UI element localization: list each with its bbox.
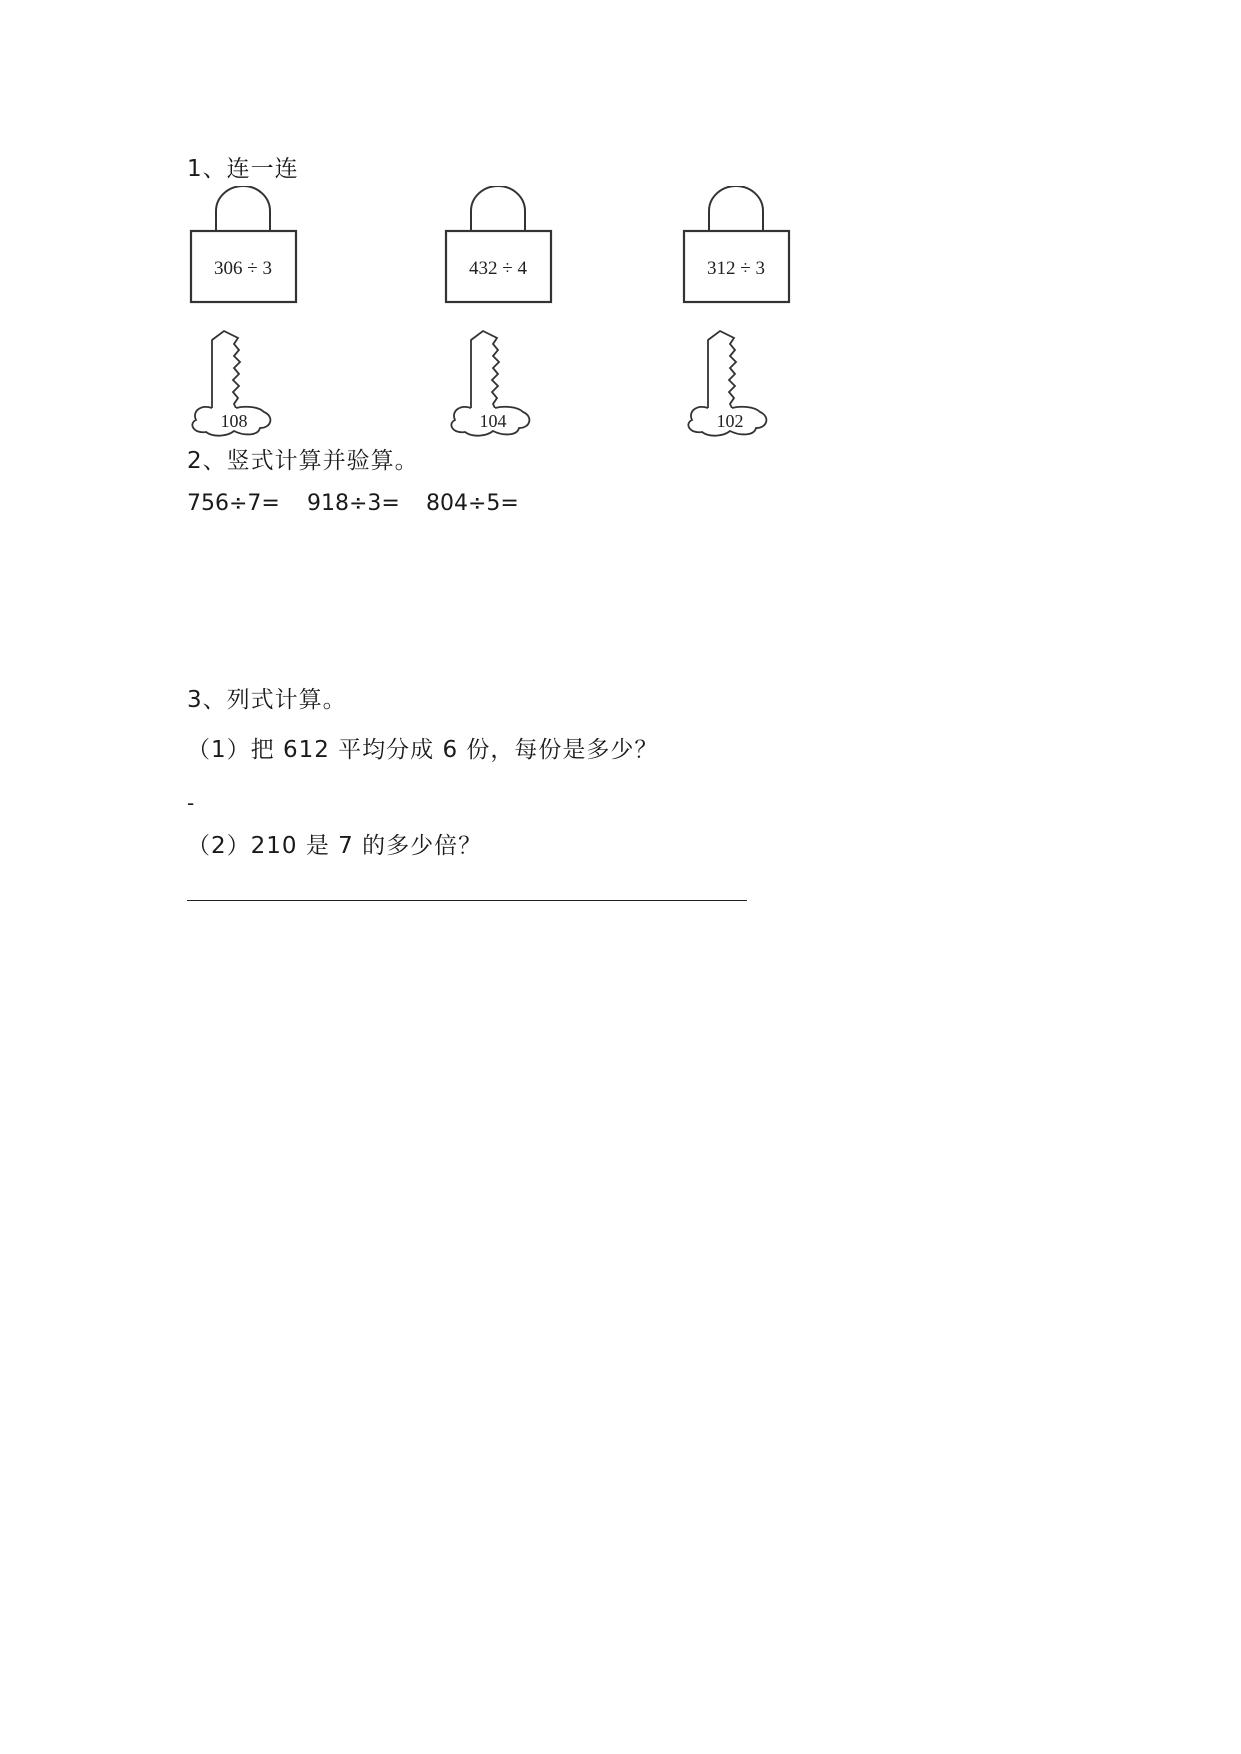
key-1: [188, 328, 284, 438]
q2-expr-3: 804÷5=: [426, 491, 519, 516]
key-3-value: 102: [716, 411, 744, 431]
q2-expr-2: 918÷3=: [307, 491, 400, 516]
lock-2-expr: 432 ÷ 4: [469, 258, 527, 279]
lock-3: [681, 186, 793, 306]
q3-sub1: （1）把 612 平均分成 6 份，每份是多少？: [187, 737, 659, 763]
q3-title: 3、列式计算。: [187, 687, 347, 713]
key-2: [447, 328, 543, 438]
q3-sub2: （2）210 是 7 的多少倍？: [187, 833, 483, 859]
key-2-value: 104: [479, 411, 507, 431]
lock-1-expr: 306 ÷ 3: [214, 258, 272, 279]
q3-dash: -: [187, 791, 195, 815]
lock-1: [188, 186, 300, 306]
lock-3-expr: 312 ÷ 3: [707, 258, 765, 279]
key-1-value: 108: [220, 411, 248, 431]
q1-title: 1、连一连: [187, 156, 299, 182]
q2-title: 2、竖式计算并验算。: [187, 448, 419, 474]
q2-expr-1: 756÷7=: [187, 491, 280, 516]
key-3: [684, 328, 780, 438]
answer-line[interactable]: [187, 900, 747, 901]
lock-2: [443, 186, 555, 306]
